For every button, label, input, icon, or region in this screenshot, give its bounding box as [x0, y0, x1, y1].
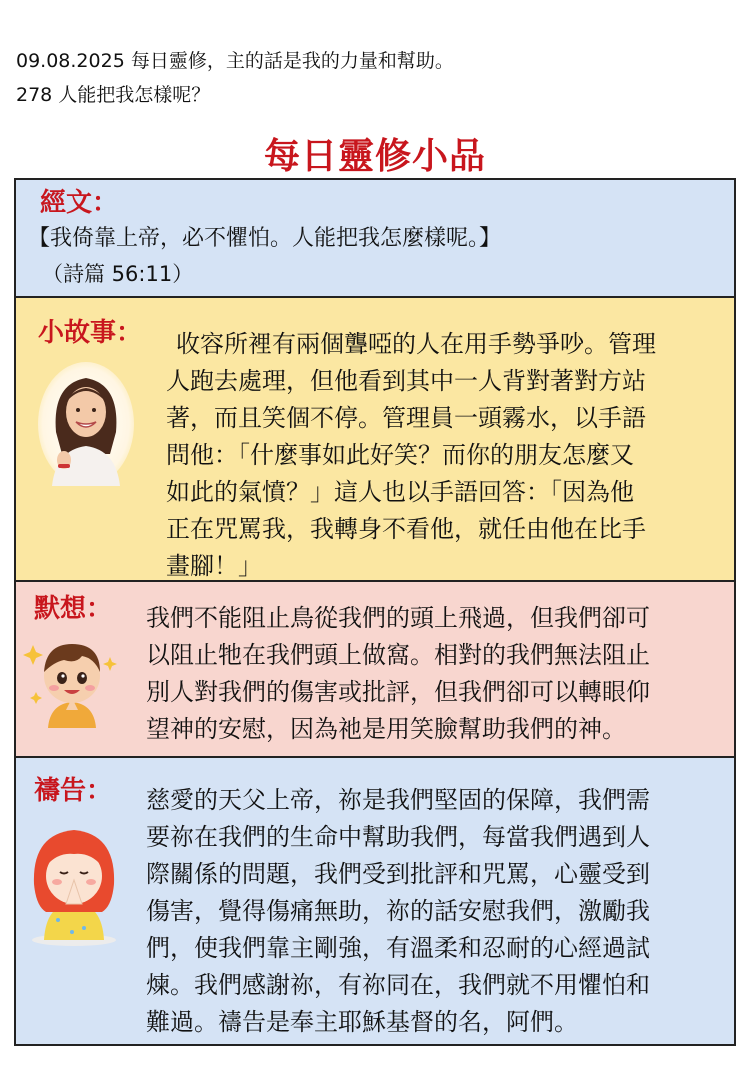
story-label: 小故事： [38, 318, 143, 348]
prayer-line: 煉。我們感謝祢，有祢同在，我們就不用懼怕和 [146, 971, 650, 999]
story-line: 著，而且笑個不停。管理員一頭霧水，以手語 [166, 404, 646, 432]
story-line: 正在咒罵我，我轉身不看他，就任由他在比手 [166, 515, 646, 543]
prayer-line: 要祢在我們的生命中幫助我們，每當我們遇到人 [146, 823, 650, 851]
story-line: 收容所裡有兩個聾啞的人在用手勢爭吵。管理 [176, 330, 656, 358]
story-line: 如此的氣憤？」這人也以手語回答：「因為他 [166, 478, 634, 506]
meditation-line: 望神的安慰，因為祂是用笑臉幫助我們的神。 [146, 715, 626, 743]
praying-boy-icon [20, 632, 124, 728]
prayer-body [146, 782, 650, 1041]
scripture-section [14, 178, 736, 298]
header-topic-line: 278 人能把我怎樣呢？ [16, 84, 211, 106]
meditation-section [14, 580, 736, 758]
meditation-line: 以阻止牠在我們頭上做窩。相對的我們無法阻止 [146, 641, 650, 669]
scripture-label: 經文： [40, 188, 119, 218]
meditation-body [146, 600, 650, 748]
story-line: 人跑去處理，但他看到其中一人背對著對方站 [166, 367, 646, 395]
story-section [14, 296, 736, 582]
story-line: 畫腳！」 [166, 552, 262, 580]
scripture-verse: 【我倚靠上帝，必不懼怕。人能把我怎麼樣呢。】 [28, 226, 502, 251]
prayer-section [14, 756, 736, 1046]
prayer-label: 禱告： [34, 776, 113, 806]
header-date-line: 09.08.2025 每日靈修，主的話是我的力量和幫助。 [16, 50, 454, 72]
woman-portrait-icon [38, 362, 134, 486]
prayer-line: 慈愛的天父上帝，祢是我們堅固的保障，我們需 [146, 786, 650, 814]
post-header [16, 44, 454, 112]
praying-girl-icon [24, 820, 124, 950]
meditation-label: 默想： [34, 594, 113, 624]
story-body [166, 326, 656, 585]
prayer-line: 難過。禱告是奉主耶穌基督的名，阿們。 [146, 1008, 578, 1036]
meditation-line: 別人對我們的傷害或批評，但我們卻可以轉眼仰 [146, 678, 650, 706]
scripture-reference: （詩篇 56:11） [42, 262, 194, 286]
prayer-line: 際關係的問題，我們受到批評和咒罵，心靈受到 [146, 860, 650, 888]
prayer-line: 們，使我們靠主剛強，有溫柔和忍耐的心經過試 [146, 934, 650, 962]
story-line: 問他：「什麼事如此好笑？而你的朋友怎麼又 [166, 441, 634, 469]
prayer-line: 傷害，覺得傷痛無助，祢的話安慰我們，激勵我 [146, 897, 650, 925]
meditation-line: 我們不能阻止鳥從我們的頭上飛過，但我們卻可 [146, 604, 650, 632]
page-title: 每日靈修小品 [263, 136, 486, 177]
